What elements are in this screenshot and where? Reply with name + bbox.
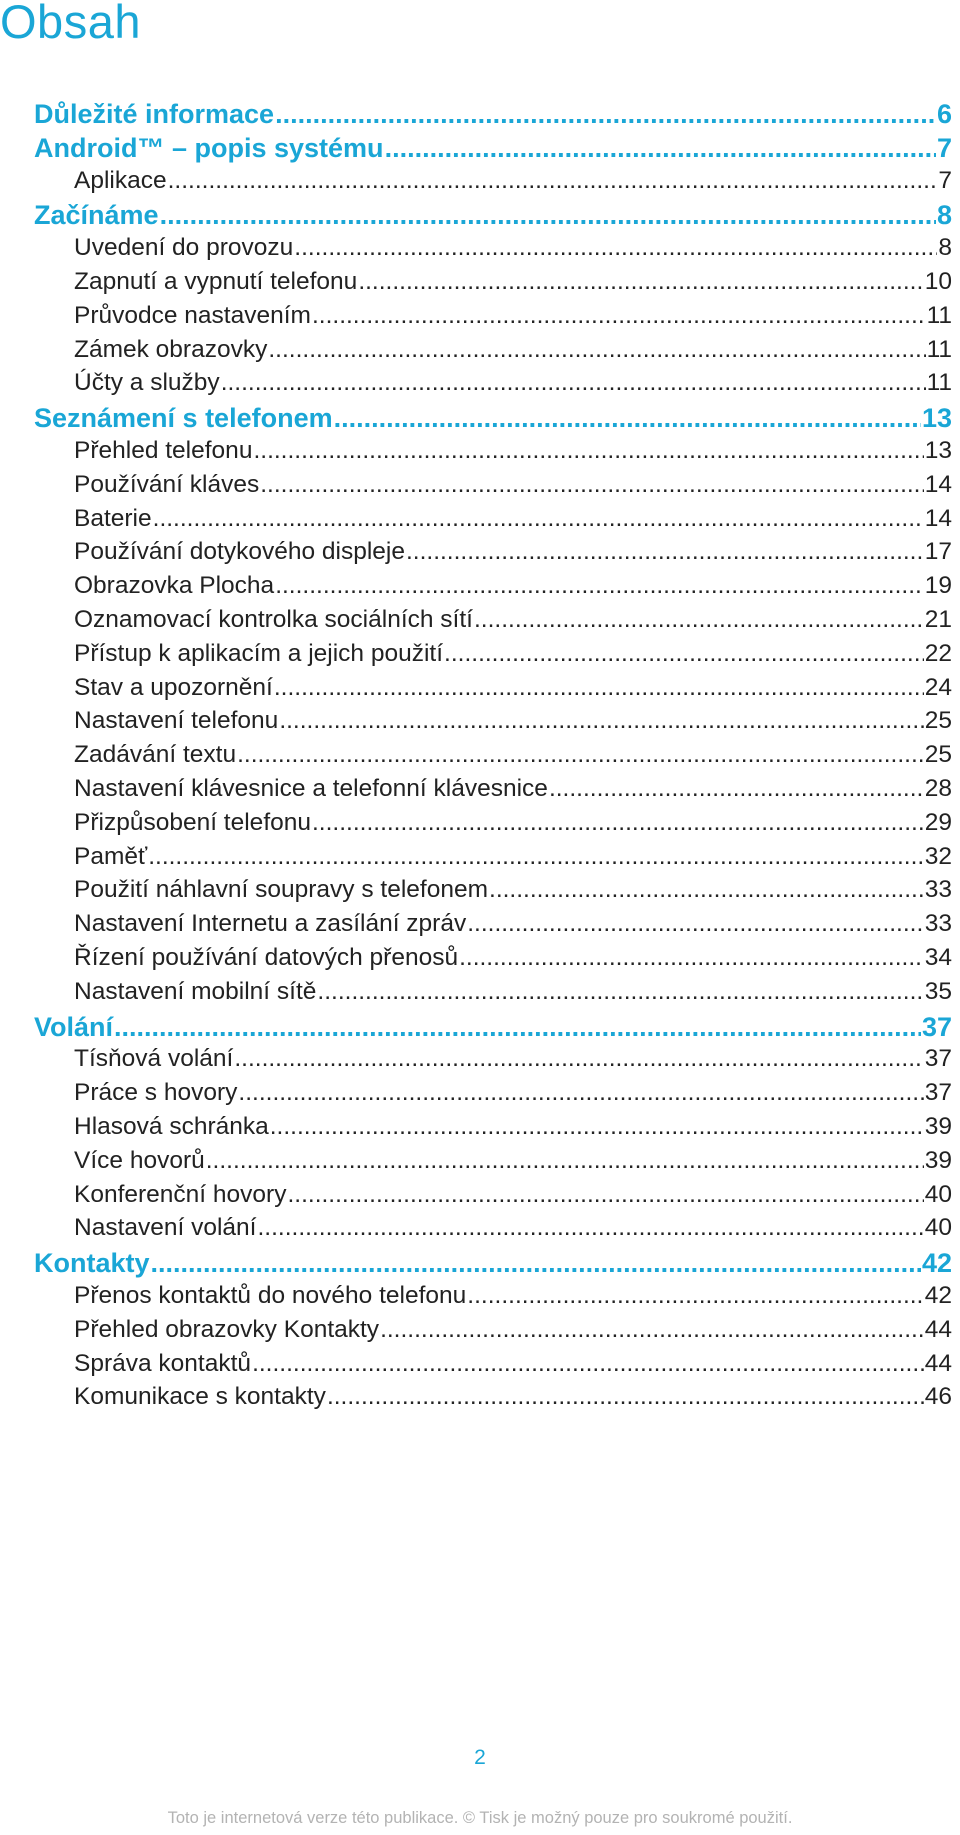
toc-entry-page: 25 — [924, 741, 952, 769]
toc-dot-leader — [275, 99, 936, 130]
toc-entry-page: 44 — [924, 1315, 952, 1343]
toc-dot-leader — [268, 336, 925, 364]
toc-entry-page: 42 — [921, 1248, 952, 1279]
toc-entry-label: Baterie — [74, 504, 152, 532]
toc-dot-leader — [151, 1248, 921, 1279]
toc-entry-page: 8 — [938, 234, 952, 262]
toc-entry-label: Tísňová volání — [74, 1045, 234, 1073]
toc-entry-page: 25 — [924, 707, 952, 735]
toc-dot-leader — [206, 1147, 924, 1175]
toc-dot-leader — [279, 707, 923, 735]
toc-dot-leader — [549, 775, 924, 803]
toc-entry-label: Přístup k aplikacím a jejich použití — [74, 639, 444, 667]
toc-dot-leader — [252, 1350, 924, 1378]
toc-dot-leader — [474, 606, 924, 634]
toc-entry-page: 14 — [924, 470, 952, 498]
toc-dot-leader — [234, 1045, 923, 1073]
toc-dot-leader — [317, 978, 923, 1006]
footer-note: Toto je internetová verze této publikace. © Tisk je možný pouze pro soukromé použití. — [167, 1809, 793, 1827]
toc-dot-leader — [294, 234, 937, 262]
toc-entry-label: Přenos kontaktů do nového telefonu — [74, 1282, 467, 1309]
toc-entry-label: Přehled obrazovky Kontakty — [74, 1315, 380, 1343]
toc-entry-label: Nastavení telefonu — [74, 707, 279, 735]
toc-dot-leader — [385, 133, 936, 164]
toc-entry-label: Android™ – popis systému — [34, 132, 384, 163]
toc-entry-page: 7 — [936, 132, 952, 163]
toc-entry-label: Aplikace — [74, 166, 167, 194]
toc-entry-label: Přehled telefonu — [74, 437, 253, 464]
toc-entry-label: Více hovorů — [74, 1146, 205, 1174]
toc-entry-page: 13 — [924, 437, 952, 464]
toc-entry-label: Nastavení klávesnice a telefonní klávesnice — [74, 775, 548, 802]
toc-entry-label: Konferenční hovory — [74, 1180, 287, 1208]
toc-dot-leader — [260, 471, 924, 499]
toc-dot-leader — [312, 302, 926, 330]
toc-entry-label: Používání dotykového displeje — [74, 538, 405, 566]
toc-entry-page: 37 — [921, 1011, 952, 1042]
toc-entry-page: 46 — [924, 1383, 952, 1411]
toc-dot-leader — [467, 1282, 923, 1310]
toc-entry-page: 39 — [924, 1146, 952, 1174]
toc-dot-leader — [168, 167, 938, 195]
toc-entry-label: Správa kontaktů — [74, 1349, 252, 1377]
toc-entry-page: 21 — [924, 606, 952, 633]
toc-entry-label: Zapnutí a vypnutí telefonu — [74, 268, 358, 295]
toc-entry-page: 28 — [924, 775, 952, 802]
toc-dot-leader — [358, 268, 923, 296]
toc-entry-label: Nastavení mobilní sítě — [74, 977, 317, 1005]
toc-entry-label: Práce s hovory — [74, 1079, 238, 1107]
toc-entry-page: 6 — [936, 99, 952, 129]
toc-entry-page: 40 — [924, 1180, 952, 1208]
toc-entry-page: 34 — [924, 944, 952, 971]
toc-entry-label: Paměť — [74, 842, 148, 870]
toc-dot-leader — [253, 437, 923, 465]
toc-dot-leader — [406, 538, 924, 566]
toc-dot-leader — [287, 1181, 923, 1209]
toc-entry-label: Uvedení do provozu — [74, 234, 294, 262]
toc-entry-label: Volání — [34, 1011, 114, 1042]
toc-entry-page: 7 — [938, 166, 952, 194]
toc-entry-page: 33 — [924, 910, 952, 938]
toc-entry-label: Zámek obrazovky — [74, 335, 268, 363]
toc-entry-label: Přizpůsobení telefonu — [74, 808, 311, 836]
toc-entry-page: 40 — [924, 1214, 952, 1242]
toc-entry-page: 42 — [924, 1282, 952, 1309]
toc-entry-label: Nastavení volání — [74, 1214, 257, 1242]
toc-entry-page: 24 — [924, 673, 952, 701]
toc-dot-leader — [467, 910, 924, 938]
toc-dot-leader — [258, 1214, 924, 1242]
toc-entry-label: Používání kláves — [74, 470, 260, 498]
toc-entry-page: 11 — [926, 369, 952, 397]
toc-dot-leader — [459, 944, 924, 972]
toc-entry-label: Seznámení s telefonem — [34, 403, 333, 434]
toc-entry-page: 19 — [924, 572, 952, 600]
toc-entry-page: 10 — [924, 268, 952, 295]
toc-entry-label: Obrazovka Plocha — [74, 572, 275, 600]
toc-dot-leader — [380, 1316, 924, 1344]
page-number: 2 — [474, 1746, 486, 1769]
toc-entry-page: 37 — [924, 1079, 952, 1107]
toc-entry-label: Stav a upozornění — [74, 673, 273, 701]
toc-entry-label: Průvodce nastavením — [74, 301, 311, 329]
toc-entry-page: 32 — [924, 842, 952, 870]
toc-dot-leader — [312, 809, 924, 837]
toc-dot-leader — [334, 403, 921, 434]
toc-entry-label: Zadávání textu — [74, 741, 237, 769]
toc-entry-label: Účty a služby — [74, 369, 220, 397]
toc-dot-leader — [114, 1012, 921, 1043]
toc-entry-page: 11 — [926, 335, 952, 363]
toc-dot-leader — [238, 1079, 923, 1107]
toc-dot-leader — [275, 572, 924, 600]
toc-dot-leader — [274, 674, 924, 702]
toc-entry-label: Použití náhlavní soupravy s telefonem — [74, 876, 489, 904]
toc-dot-leader — [444, 640, 924, 668]
toc-dot-leader — [221, 369, 926, 397]
toc-dot-leader — [237, 741, 924, 769]
toc-entry-page: 37 — [924, 1045, 952, 1073]
toc-dot-leader — [327, 1383, 924, 1411]
page-title: Obsah — [0, 0, 141, 48]
toc-entry-label: Oznamovací kontrolka sociálních sítí — [74, 606, 473, 633]
toc-entry-page: 11 — [926, 301, 952, 329]
toc-entry-page: 8 — [936, 200, 952, 231]
toc-entry-label: Hlasová schránka — [74, 1113, 269, 1140]
toc-entry-page: 35 — [924, 977, 952, 1005]
toc-entry-label: Nastavení Internetu a zasílání zpráv — [74, 910, 467, 938]
toc-dot-leader — [148, 843, 924, 871]
toc-section[interactable] — [74, 1383, 952, 1423]
toc-dot-leader — [489, 876, 924, 904]
toc-entry-page: 22 — [924, 639, 952, 667]
toc-entry-label: Začínáme — [34, 200, 159, 231]
toc-dot-leader — [160, 200, 936, 231]
toc-entry-page: 44 — [924, 1349, 952, 1377]
toc-entry-page: 33 — [924, 876, 952, 904]
toc-dot-leader — [270, 1113, 924, 1141]
toc-entry-page: 39 — [924, 1113, 952, 1140]
toc-entry-label: Řízení používání datových přenosů — [74, 944, 459, 971]
toc-entry-label: Kontakty — [34, 1248, 150, 1279]
toc-entry-page: 13 — [921, 403, 952, 434]
toc-entry-label: Důležité informace — [34, 99, 275, 129]
toc-entry-page: 29 — [924, 808, 952, 836]
toc-dot-leader — [153, 505, 924, 533]
toc-entry-label: Komunikace s kontakty — [74, 1383, 326, 1411]
toc-entry-page: 17 — [924, 538, 952, 566]
toc-entry-page: 14 — [924, 504, 952, 532]
